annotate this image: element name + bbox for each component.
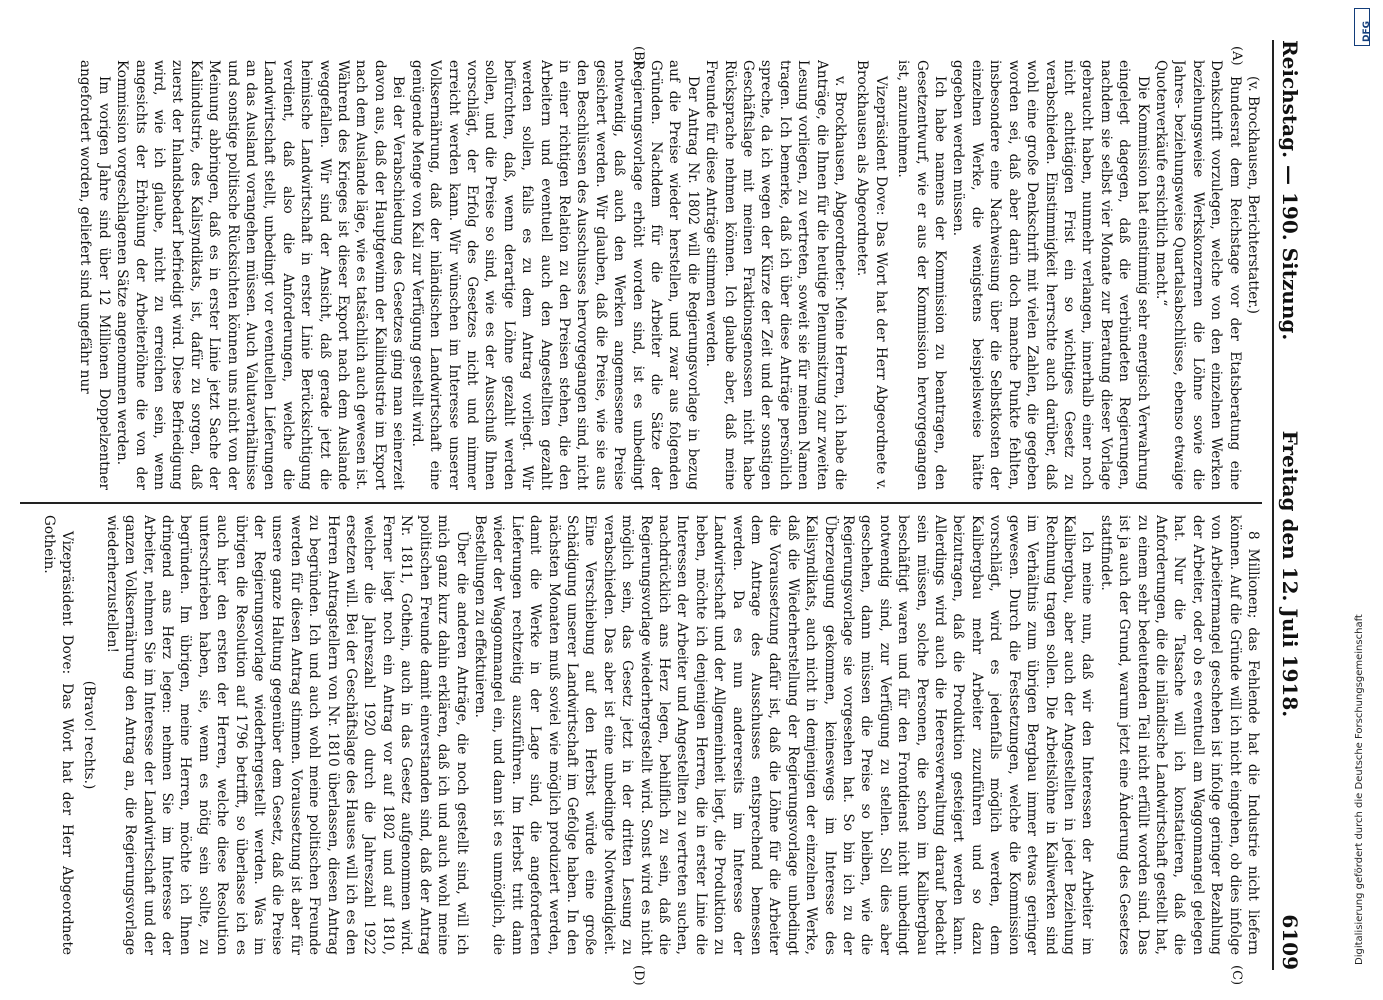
paragraph: 8 Millionen; das Fehlende hat die Industrie nicht liefern können. Auf die Gründe will ich nicht eingehen, ob dies infolge von Arbeitermangel geschehen ist infolge geringer Bezahlung der Arbeiter, oder ob es eventuell am Waggonmangel gelegen hat. Nur die Tatsache will ich konstatieren, daß die Anforderungen, die die inländische Landwirtschaft gestellt hat, zu einem sehr bedeutenden Teil nicht erfüllt worden sind. Das ist ja auch der Grund, warum jetzt eine Änderung des Gesetzes stattfindet.	[1097, 515, 1261, 955]
header-date: Freitag den 12. Juli 1918.	[1278, 430, 1302, 718]
paragraph: Die Kommission hat einstimmig sehr energisch Verwahrung eingelegt dagegen, daß die verbündeten Regierungen, nachdem sie selbst vier Monate zur Beratung dieser Vorlage gebraucht haben, nunmehr verlangen, innerhalb einer noch nicht achttägigen Frist ein so wichtiges Gesetz zu verabschieden. Einstimmigkeit herrschte auch darüber, daß wohl eine große Denkschrift mit vielen Zahlen, die gegeben worden sei, daß aber darin doch manche Punkte fehlten, insbesondere eine Nachweisung über die Selbstkosten der einzelnen Werke, die wenigstens beispielsweise hätte gegeben werden müssen.	[950, 60, 1151, 490]
dfg-logo	[1354, 8, 1370, 46]
paragraph: Bei der Verabschiedung des Gesetzes ging man seinerzeit davon aus, daß der Hauptgewinn der Kaliindustrie im Export nach dem Auslande läge, wie es tatsächlich auch gewesen ist. Während des Krieges ist dieser Export nach dem Auslande weggefallen. Wir sind der Ansicht, daß gerade jetzt die heimische Landwirtschaft in erster Linie Berücksichtigung verdient, daß also die Anforderungen, welche die Landwirtschaft stellt, unbedingt vor eventuellen Lieferungen an das Ausland vorangehen müssen. Auch Valutaverhältnisse und sonstige politische Rücksichten können uns nicht von der Meinung abbringen, daß es in erster Linie jetzt Sache der Kaliindustrie, des Kalisyndikats, ist, dafür zu sorgen, daß zuerst der Inlandsbedarf befriedigt wird. Diese Befriedigung wird, wie ich glaube, nicht zu erreichen sein, wenn angesichts der Erhöhung der Arbeiterlöhne die von der Kommission vorgeschlagenen Sätze angenommen werden.	[114, 60, 407, 490]
interjection: (Bravo! rechts.)	[81, 680, 98, 790]
page-number: 6109	[1278, 914, 1302, 970]
margin-marker-a: (A)	[1229, 46, 1244, 66]
speaker-paragraph: Vizepräsident Dove: Das Wort hat der Herr Abgeordnete Gothein.	[40, 515, 75, 955]
paragraph: Über die anderen Anträge, die noch gestellt sind, will ich mich ganz kurz dahin erklären, daß ich und auch wohl meine politischen Freunde damit einverstanden sind, daß der Antrag Nr. 1811, Gothein, auch in das Gesetz aufgenommen wird. Ferner liegt noch ein Antrag vor auf 1802 und auf 1810, welcher die Jahreszahl 1920 durch die Jahreszahl 1922 ersetzen will. Bei der Geschäftslage des Hauses will ich es den Herren Antragstellern von Nr. 1810 überlassen, diesen Antrag zu begründen. Ich und auch wohl meine politischen Freunde werden für diesen Antrag stimmen. Voraussetzung ist aber für unsere ganze Haltung gegenüber dem Gesetz, daß die Preise der Regierungsvorlage wiederhergestellt werden. Was im übrigen die Resolution auf 1796 betrifft, so überlasse ich es auch hier den ersten der Herren, welche diese Resolution unterschrieben haben, sie, wenn es nötig sein sollte, zu begründen. Im übrigen, meine Herren, möchte ich Ihnen dringend ans Herz legen: nehmen Sie im Interesse der Arbeiter, nehmen Sie im Interesse der Landwirtschaft und der ganzen Volksernährung den Antrag an, die Regierungsvorlage wiederherzustellen!	[103, 515, 470, 955]
paragraph: Im vorigen Jahre sind über 12 Millionen Doppelzentner angefordert worden, geliefert sind ungefähr nur	[77, 60, 112, 490]
margin-marker-c: (C)	[1229, 965, 1244, 986]
speaker-paragraph: v. Brockhausen, Abgeordneter: Meine Herren, ich habe die Anträge, die Ihnen für die heutige Plenumsitzung zur zweiten Lesung vorliegen, zu vertreten, soweit sie für meinen Namen tragen. Ich bemerke, daß ich über diese Anträge persönlich spreche, da ich wegen der Kürze der Zeit und der sonstigen Geschäftslage mit meinen Fraktionsgenossen nicht habe Rücksprache nehmen können. Ich glaube aber, daß meine Freunde für diese Anträge stimmen werden.	[703, 60, 849, 490]
credit-text: Digitalisierung gefördert durch die Deutsche Forschungsgemeinschaft	[1354, 614, 1365, 965]
paragraph: Bundesrat dem Reichstage vor der Etatsberatung eine Denkschrift vorzulegen, welche von den einzelnen Werken beziehungsweise Werkskonzernen die Löhne sowie die Jahres- beziehungsweise Quartalsabschlüsse, ebenso etwaige Quotenverkäufe ersichtlich macht.“	[1152, 60, 1243, 490]
credit-strip	[1342, 0, 1383, 1000]
margin-marker-b: (B)	[631, 46, 646, 66]
left-column	[20, 60, 1262, 490]
paragraph: Ich habe namens der Kommission zu beantragen, den Gesetzentwurf, wie er aus der Kommission hervorgegangen ist, anzunehmen.	[895, 60, 949, 490]
paragraph: (v. Brockhausen, Berichterstatter.)	[1245, 76, 1261, 314]
dfg-logo-text: DFG	[1362, 20, 1372, 42]
header-left: Reichstag. — 190. Sitzung.	[1278, 40, 1302, 341]
right-column	[20, 515, 1262, 955]
speaker-paragraph: Vizepräsident Dove: Das Wort hat der Herr Abgeordnete v. Brockhausen als Abgeordneter.	[854, 60, 889, 490]
paragraph: Ich meine nun, daß wir den Interessen der Arbeiter im Kalibergbau, aber auch der Angestellten in jeder Beziehung Rechnung tragen sollen. Die Arbeitslöhne in Kaliwerken sind im Verhältnis zum übrigen Bergbau immer etwas geringer gewesen. Durch die Festsetzungen, welche die Kommission vorschlägt, wird es jedenfalls möglich werden, dem Kalibergbau mehr Arbeiter zuzuführen und so dazu beizutragen, daß die Produktion gesteigert werden kann. Allerdings wird auch die Heeresverwaltung darauf bedacht sein müssen, solche Personen, die schon im Kalibergbau beschäftigt waren und für den Frontdienst nicht unbedingt notwendig sind, zur Verfügung zu stellen. Soll dies aber geschehen, dann müssen die Preise so bleiben, wie die Regierungsvorlage sie vorgesehen hat. So bin ich zu der Überzeugung gekommen, keineswegs im Interesse des Kalisyndikats, auch nicht in demjenigen der einzelnen Werke, daß die Wiederherstellung der Regierungsvorlage unbedingt die Voraussetzung dafür ist, daß die Löhne für die Arbeiter dem Antrage des Ausschusses entsprechend bemessen werden. Da es nun andererseits im Interesse der Landwirtschaft und der Allgemeinheit liegt, die Produktion zu heben, möchte ich denjenigen Herren, die in erster Linie die Interessen der Arbeiter und Angestellten zu vertreten suchen, nachdrücklich ans Herz legen, behilflich zu sein, daß die Regierungsvorlage wiederhergestellt wird. Sonst wird es nicht möglich sein, das Gesetz jetzt in der dritten Lesung zu verabschieden. Das aber ist eine unbedingte Notwendigkeit. Eine Verschiebung auf den Herbst würde eine große Schädigung unserer Landwirtschaft im Gefolge haben. In den nächsten Monaten muß soviel wie möglich produziert werden, damit die Werke in der Lage sind, die angeforderten Lieferungen rechtzeitig auszuführen. Im Herbst tritt dann wieder der Waggonmangel ein, und dann ist es unmöglich, die Bestellungen zu effektuieren.	[471, 515, 1096, 955]
page-header	[1272, 40, 1302, 970]
margin-marker-d: (D)	[631, 965, 646, 986]
column-rule	[20, 502, 1262, 504]
paragraph: Der Antrag Nr. 1802 will die Regierungsvorlage in bezug auf die Preise wieder herstellen, und zwar aus folgenden Gründen. Nachdem für die Arbeiter die Sätze der Regierungsvorlage erhöht worden sind, ist es unbedingt notwendig, daß auch den Werken angemessene Preise gesichert werden. Wir glauben, daß die Preise, wie sie aus den Beschlüssen des Ausschusses hervorgegangen sind, nicht in einer richtigen Relation zu den Preisen stehen, die den Arbeitern und eventuell auch den Angestellten gezahlt werden sollen, falls es zu dem Antrag vorliegt. Wir befürchten, daß, wenn derartige Löhne gezahlt werden sollen, und die Preise so sind, wie es der Ausschuß Ihnen vorschlägt, der Erfolg des Gesetzes nicht und nimmer erreicht werden kann. Wir wünschen im Interesse unserer Volksernährung, daß der inländischen Landwirtschaft eine genügende Menge von Kali zur Verfügung gestellt wird.	[408, 60, 701, 490]
